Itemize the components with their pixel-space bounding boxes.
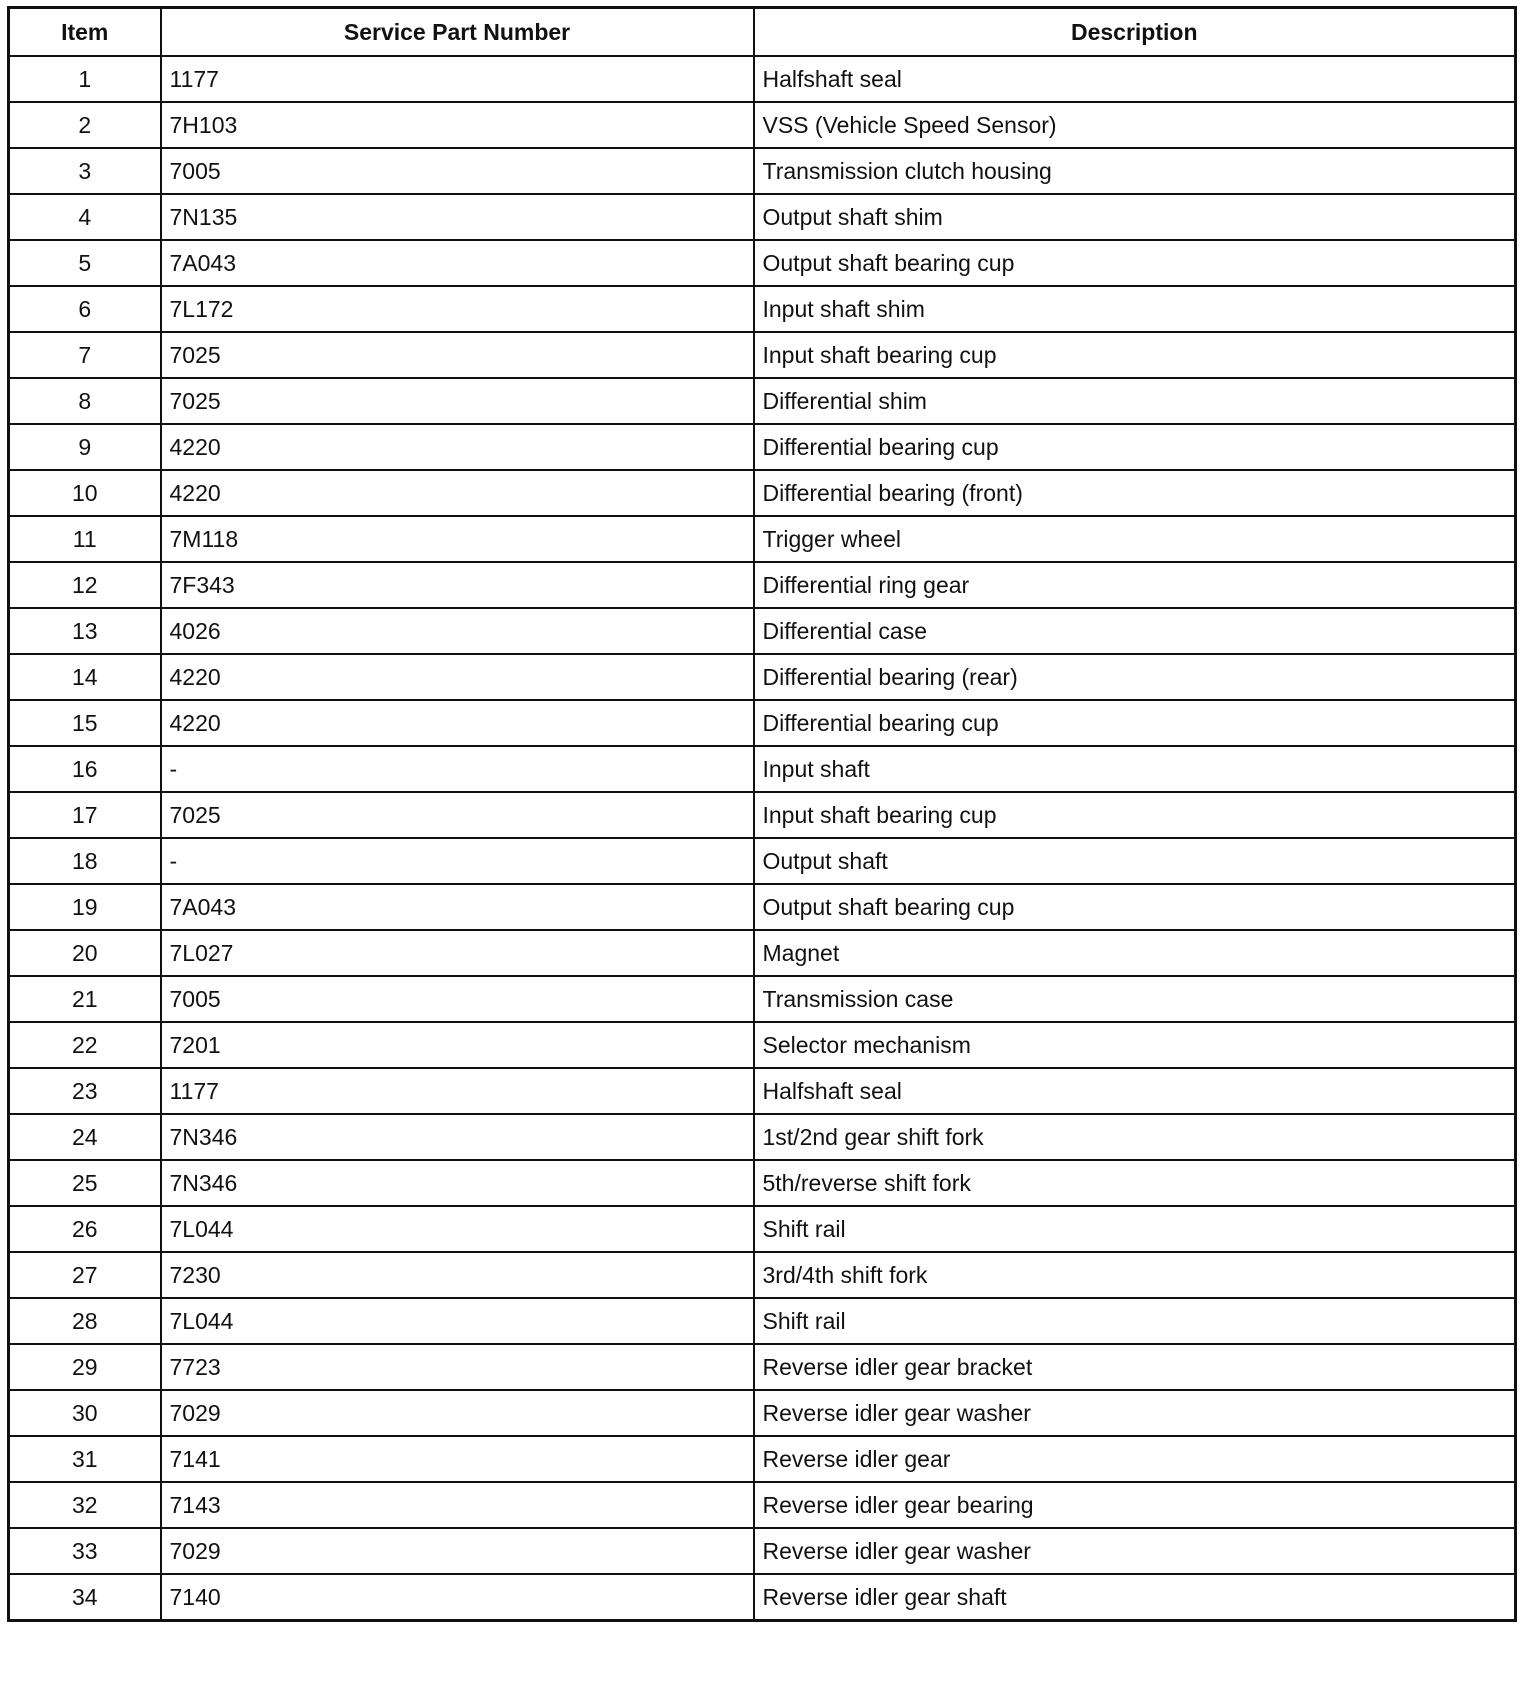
item-number-cell: 14 <box>9 654 161 700</box>
table-row <box>9 1528 1516 1574</box>
description-cell: Shift rail <box>754 1298 1516 1344</box>
item-number-cell: 15 <box>9 700 161 746</box>
table-row <box>9 1022 1516 1068</box>
description-cell: Input shaft shim <box>754 286 1516 332</box>
item-number-cell: 34 <box>9 1574 161 1621</box>
description-cell: Reverse idler gear <box>754 1436 1516 1482</box>
table-row <box>9 700 1516 746</box>
item-number-cell: 10 <box>9 470 161 516</box>
table-row <box>9 1298 1516 1344</box>
part-number-cell: 7143 <box>161 1482 754 1528</box>
description-cell: Differential shim <box>754 378 1516 424</box>
item-number-cell: 32 <box>9 1482 161 1528</box>
description-cell: Output shaft shim <box>754 194 1516 240</box>
table-row <box>9 930 1516 976</box>
table-row <box>9 838 1516 884</box>
part-number-cell: 7025 <box>161 332 754 378</box>
table-row <box>9 378 1516 424</box>
description-cell: Reverse idler gear bracket <box>754 1344 1516 1390</box>
description-cell: Input shaft bearing cup <box>754 332 1516 378</box>
part-number-cell: 7N135 <box>161 194 754 240</box>
table-row <box>9 516 1516 562</box>
description-cell: Halfshaft seal <box>754 1068 1516 1114</box>
item-number-cell: 12 <box>9 562 161 608</box>
table-row <box>9 1344 1516 1390</box>
table-row <box>9 884 1516 930</box>
part-number-cell: 7L027 <box>161 930 754 976</box>
item-number-cell: 2 <box>9 102 161 148</box>
item-number-cell: 20 <box>9 930 161 976</box>
description-cell: Magnet <box>754 930 1516 976</box>
item-number-cell: 1 <box>9 56 161 102</box>
description-cell: Differential bearing cup <box>754 424 1516 470</box>
part-number-cell: 1177 <box>161 56 754 102</box>
parts-table <box>7 6 1517 1622</box>
table-row <box>9 1482 1516 1528</box>
description-cell: Halfshaft seal <box>754 56 1516 102</box>
item-number-cell: 4 <box>9 194 161 240</box>
part-number-cell: 7230 <box>161 1252 754 1298</box>
part-number-cell: 7H103 <box>161 102 754 148</box>
item-number-cell: 13 <box>9 608 161 654</box>
description-cell: Output shaft <box>754 838 1516 884</box>
item-number-cell: 33 <box>9 1528 161 1574</box>
description-cell: 3rd/4th shift fork <box>754 1252 1516 1298</box>
item-number-cell: 3 <box>9 148 161 194</box>
description-cell: Selector mechanism <box>754 1022 1516 1068</box>
part-number-cell: 4220 <box>161 424 754 470</box>
part-number-cell: 7005 <box>161 976 754 1022</box>
part-number-cell: 7N346 <box>161 1160 754 1206</box>
part-number-cell: 1177 <box>161 1068 754 1114</box>
header-description: Description <box>754 8 1516 57</box>
description-cell: Differential bearing cup <box>754 700 1516 746</box>
table-row <box>9 148 1516 194</box>
header-row <box>9 8 1516 57</box>
description-cell: Transmission clutch housing <box>754 148 1516 194</box>
description-cell: Differential bearing (front) <box>754 470 1516 516</box>
part-number-cell: 7F343 <box>161 562 754 608</box>
item-number-cell: 19 <box>9 884 161 930</box>
part-number-cell: 4220 <box>161 654 754 700</box>
part-number-cell: 7005 <box>161 148 754 194</box>
table-row <box>9 562 1516 608</box>
description-cell: Output shaft bearing cup <box>754 884 1516 930</box>
item-number-cell: 27 <box>9 1252 161 1298</box>
table-row <box>9 194 1516 240</box>
part-number-cell: 7A043 <box>161 884 754 930</box>
item-number-cell: 21 <box>9 976 161 1022</box>
header-item: Item <box>9 8 161 57</box>
description-cell: Reverse idler gear bearing <box>754 1482 1516 1528</box>
item-number-cell: 22 <box>9 1022 161 1068</box>
table-row <box>9 240 1516 286</box>
part-number-cell: 7L172 <box>161 286 754 332</box>
item-number-cell: 29 <box>9 1344 161 1390</box>
item-number-cell: 17 <box>9 792 161 838</box>
description-cell: Trigger wheel <box>754 516 1516 562</box>
part-number-cell: 7029 <box>161 1390 754 1436</box>
item-number-cell: 16 <box>9 746 161 792</box>
description-cell: Input shaft <box>754 746 1516 792</box>
item-number-cell: 7 <box>9 332 161 378</box>
part-number-cell: 4026 <box>161 608 754 654</box>
item-number-cell: 5 <box>9 240 161 286</box>
part-number-cell: 7N346 <box>161 1114 754 1160</box>
item-number-cell: 8 <box>9 378 161 424</box>
table-row <box>9 976 1516 1022</box>
part-number-cell: 7723 <box>161 1344 754 1390</box>
part-number-cell: 4220 <box>161 700 754 746</box>
table-row <box>9 1436 1516 1482</box>
table-row <box>9 1068 1516 1114</box>
table-row <box>9 332 1516 378</box>
item-number-cell: 23 <box>9 1068 161 1114</box>
description-cell: Differential ring gear <box>754 562 1516 608</box>
item-number-cell: 31 <box>9 1436 161 1482</box>
part-number-cell: 7025 <box>161 378 754 424</box>
part-number-cell: 7M118 <box>161 516 754 562</box>
table-row <box>9 424 1516 470</box>
table-row <box>9 1574 1516 1621</box>
header-service-part-number: Service Part Number <box>161 8 754 57</box>
table-row <box>9 1160 1516 1206</box>
description-cell: Reverse idler gear shaft <box>754 1574 1516 1621</box>
description-cell: Differential bearing (rear) <box>754 654 1516 700</box>
table-row <box>9 608 1516 654</box>
part-number-cell: 7201 <box>161 1022 754 1068</box>
table-row <box>9 654 1516 700</box>
description-cell: Shift rail <box>754 1206 1516 1252</box>
description-cell: Input shaft bearing cup <box>754 792 1516 838</box>
table-row <box>9 1114 1516 1160</box>
item-number-cell: 11 <box>9 516 161 562</box>
part-number-cell: - <box>161 746 754 792</box>
part-number-cell: 7141 <box>161 1436 754 1482</box>
description-cell: Reverse idler gear washer <box>754 1528 1516 1574</box>
item-number-cell: 18 <box>9 838 161 884</box>
description-cell: 5th/reverse shift fork <box>754 1160 1516 1206</box>
item-number-cell: 28 <box>9 1298 161 1344</box>
part-number-cell: - <box>161 838 754 884</box>
table-row <box>9 746 1516 792</box>
description-cell: Transmission case <box>754 976 1516 1022</box>
description-cell: Output shaft bearing cup <box>754 240 1516 286</box>
table-row <box>9 286 1516 332</box>
item-number-cell: 24 <box>9 1114 161 1160</box>
table-body <box>9 56 1516 1621</box>
part-number-cell: 7L044 <box>161 1298 754 1344</box>
part-number-cell: 7140 <box>161 1574 754 1621</box>
item-number-cell: 25 <box>9 1160 161 1206</box>
description-cell: 1st/2nd gear shift fork <box>754 1114 1516 1160</box>
table-row <box>9 1390 1516 1436</box>
part-number-cell: 7L044 <box>161 1206 754 1252</box>
table-row <box>9 470 1516 516</box>
part-number-cell: 7025 <box>161 792 754 838</box>
description-cell: Differential case <box>754 608 1516 654</box>
part-number-cell: 7029 <box>161 1528 754 1574</box>
item-number-cell: 26 <box>9 1206 161 1252</box>
table-row <box>9 102 1516 148</box>
table-row <box>9 792 1516 838</box>
description-cell: VSS (Vehicle Speed Sensor) <box>754 102 1516 148</box>
table-row <box>9 56 1516 102</box>
item-number-cell: 9 <box>9 424 161 470</box>
part-number-cell: 7A043 <box>161 240 754 286</box>
table-row <box>9 1252 1516 1298</box>
table-row <box>9 1206 1516 1252</box>
item-number-cell: 6 <box>9 286 161 332</box>
part-number-cell: 4220 <box>161 470 754 516</box>
description-cell: Reverse idler gear washer <box>754 1390 1516 1436</box>
item-number-cell: 30 <box>9 1390 161 1436</box>
table-header <box>9 8 1516 57</box>
